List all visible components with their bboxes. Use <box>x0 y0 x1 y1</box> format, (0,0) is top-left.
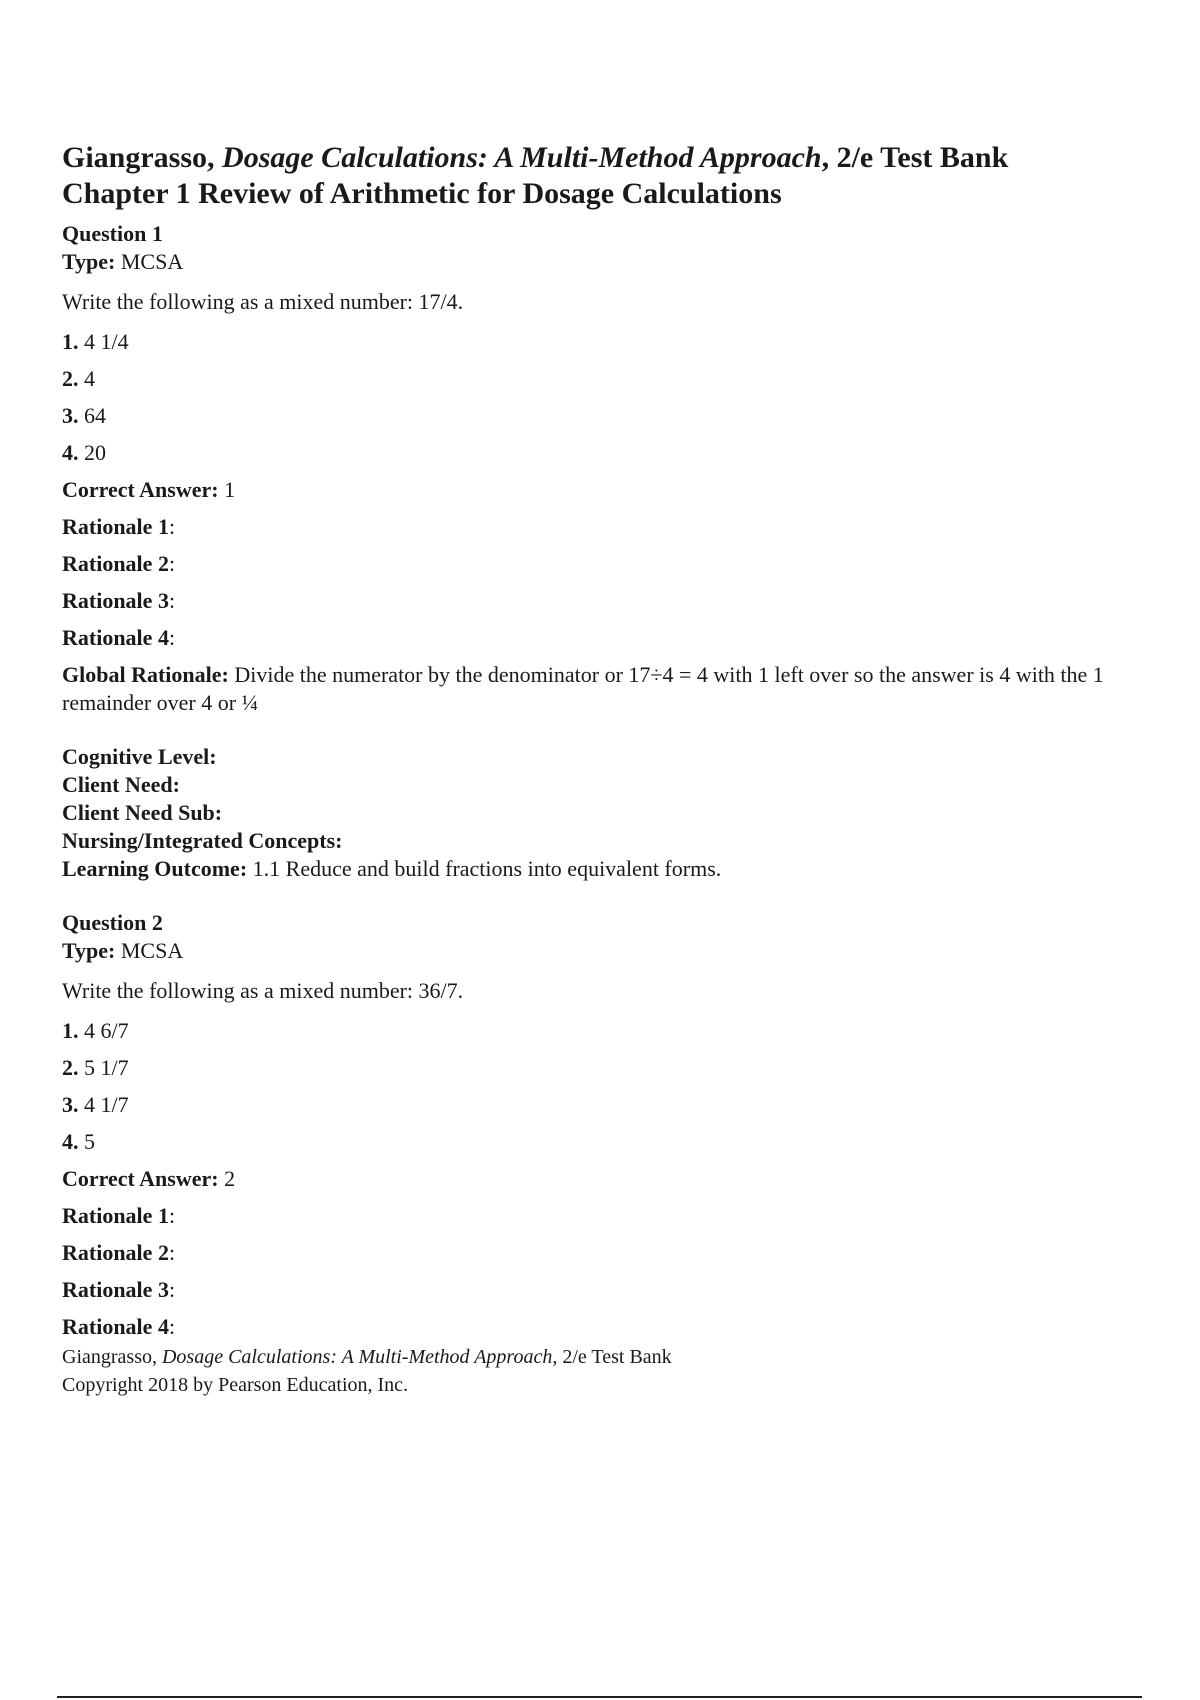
question-heading: Question 2 <box>62 910 163 935</box>
question-type <box>62 937 1142 965</box>
client-need: Client Need: <box>62 772 180 797</box>
footer-book: Dosage Calculations: A Multi-Method Approach <box>161 1346 553 1368</box>
learning-outcome-value: 1.1 Reduce and build fractions into equivalent forms. <box>252 856 722 881</box>
rationale-label: Rationale 1 <box>62 1203 169 1228</box>
answer-option <box>62 402 1142 430</box>
question-heading: Question 1 <box>62 221 163 246</box>
question-type <box>62 248 1142 276</box>
learning-outcome <box>62 855 1142 883</box>
title-suffix: , 2/e Test Bank <box>821 141 1009 174</box>
type-label: Type: <box>62 249 116 274</box>
option-text: 4 1/7 <box>84 1092 129 1117</box>
option-text: 5 1/7 <box>84 1055 129 1080</box>
page-footer <box>62 1343 1142 1399</box>
title-book: Dosage Calculations: A Multi-Method Approach <box>222 141 822 174</box>
correct-answer-value: 1 <box>224 477 236 502</box>
rationale-label: Rationale 3 <box>62 588 169 613</box>
answer-option <box>62 1017 1142 1045</box>
option-text: 64 <box>84 403 106 428</box>
option-number: 2. <box>62 366 79 391</box>
rationale-label: Rationale 4 <box>62 1314 169 1339</box>
footer-book-line <box>62 1343 1142 1371</box>
rationale-label: Rationale 2 <box>62 551 169 576</box>
option-text: 4 <box>84 366 95 391</box>
title-author: Giangrasso, <box>62 141 215 174</box>
rationale-line: Rationale 3: <box>62 588 176 613</box>
global-rationale-text: Divide the numerator by the denominator or 17÷4 = 4 with 1 left over so the answer is 4 with the 1 remainder over 4 or ¼ <box>62 662 1104 715</box>
rationale-line: Rationale 2: <box>62 551 176 576</box>
rationale-line: Rationale 2: <box>62 1240 176 1265</box>
answer-option <box>62 365 1142 393</box>
learning-outcome-label: Learning Outcome: <box>62 856 248 881</box>
answer-option <box>62 1128 1142 1156</box>
global-rationale <box>62 661 1142 717</box>
option-number: 4. <box>62 440 79 465</box>
rationale-line: Rationale 4: <box>62 625 176 650</box>
chapter-title: Chapter 1 Review of Arithmetic for Dosage Calculations <box>62 177 782 210</box>
nursing-concepts: Nursing/Integrated Concepts: <box>62 828 343 853</box>
correct-answer-value: 2 <box>224 1166 236 1191</box>
question-prompt: Write the following as a mixed number: 17/4. <box>62 289 464 314</box>
option-number: 2. <box>62 1055 79 1080</box>
option-number: 3. <box>62 403 79 428</box>
type-label: Type: <box>62 938 116 963</box>
answer-option <box>62 439 1142 467</box>
question-block <box>62 909 1142 1341</box>
rationale-label: Rationale 3 <box>62 1277 169 1302</box>
answer-option <box>62 1091 1142 1119</box>
footer-copyright: Copyright 2018 by Pearson Education, Inc. <box>62 1374 409 1396</box>
rationale-line: Rationale 4: <box>62 1314 176 1339</box>
option-text: 4 6/7 <box>84 1018 129 1043</box>
document-title <box>62 140 1142 176</box>
option-number: 3. <box>62 1092 79 1117</box>
option-number: 4. <box>62 1129 79 1154</box>
page-bottom-rule <box>57 1696 1142 1698</box>
correct-answer-label: Correct Answer: <box>62 477 219 502</box>
answer-option <box>62 328 1142 356</box>
footer-author: Giangrasso, <box>62 1346 157 1368</box>
correct-answer <box>62 1165 1142 1193</box>
footer-suffix: , 2/e Test Bank <box>552 1346 672 1368</box>
type-value: MCSA <box>120 249 184 274</box>
document-page <box>62 140 1142 1399</box>
correct-answer-label: Correct Answer: <box>62 1166 219 1191</box>
option-number: 1. <box>62 1018 79 1043</box>
option-text: 20 <box>84 440 106 465</box>
answer-option <box>62 1054 1142 1082</box>
rationale-line: Rationale 1: <box>62 514 176 539</box>
rationale-line: Rationale 1: <box>62 1203 176 1228</box>
correct-answer <box>62 476 1142 504</box>
question-block <box>62 220 1142 883</box>
rationale-label: Rationale 4 <box>62 625 169 650</box>
client-need-sub: Client Need Sub: <box>62 800 223 825</box>
rationale-label: Rationale 1 <box>62 514 169 539</box>
global-rationale-label: Global Rationale: <box>62 662 229 687</box>
option-text: 5 <box>84 1129 95 1154</box>
cognitive-level: Cognitive Level: <box>62 744 217 769</box>
option-text: 4 1/4 <box>84 329 129 354</box>
option-number: 1. <box>62 329 79 354</box>
rationale-label: Rationale 2 <box>62 1240 169 1265</box>
type-value: MCSA <box>120 938 184 963</box>
question-prompt: Write the following as a mixed number: 36/7. <box>62 978 464 1003</box>
rationale-line: Rationale 3: <box>62 1277 176 1302</box>
